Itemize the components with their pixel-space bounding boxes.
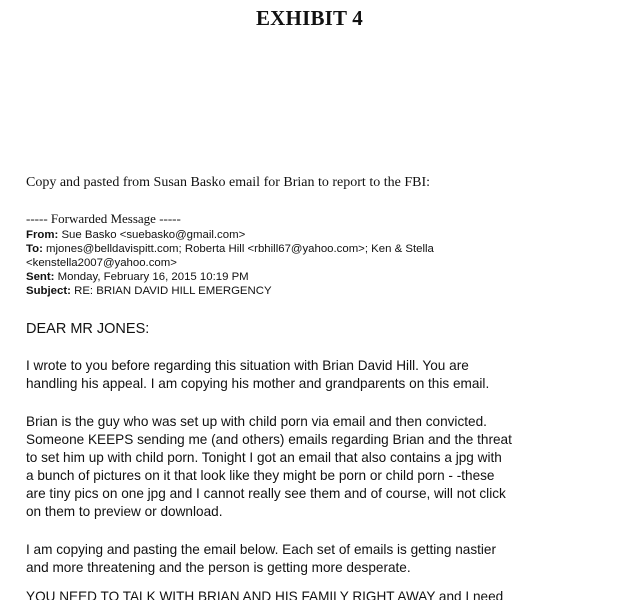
paragraph-line: I wrote to you before regarding this situation with Brian David Hill. You are: [26, 358, 469, 373]
paragraph-line: YOU NEED TO TALK WITH BRIAN AND HIS FAMILY RIGHT AWAY and I need: [26, 589, 504, 600]
paragraph-line: to set him up with child porn. Tonight I got an email that also contains a jpg with: [26, 450, 502, 465]
subject-row: [26, 284, 434, 298]
to-row-continued: [26, 256, 434, 270]
paragraph-line: and more threatening and the person is getting more desperate.: [26, 560, 411, 575]
sent-value: Monday, February 16, 2015 10:19 PM: [54, 271, 249, 283]
to-row: [26, 242, 434, 256]
paragraph-1: [26, 357, 489, 393]
to-value-line1: mjones@belldavispitt.com; Roberta Hill <rbhill67@yahoo.com>; Ken & Stella: [42, 243, 434, 255]
sent-label: Sent:: [26, 271, 55, 283]
to-value-line2: <kenstella2007@yahoo.com>: [26, 257, 177, 269]
paragraph-line: handling his appeal. I am copying his mother and grandparents on this email.: [26, 376, 490, 391]
paragraph-line: are tiny pics on one jpg and I cannot really see them and of course, will not click: [26, 486, 506, 501]
subject-label: Subject:: [26, 285, 71, 297]
paragraph-line: Brian is the guy who was set up with child porn via email and then convicted.: [26, 414, 487, 429]
to-label: To:: [26, 243, 43, 255]
from-label: From:: [26, 229, 59, 241]
subject-value: RE: BRIAN DAVID HILL EMERGENCY: [70, 285, 272, 297]
forwarded-message-label: ----- Forwarded Message -----: [26, 211, 181, 226]
salutation: DEAR MR JONES:: [26, 321, 150, 337]
from-value: Sue Basko <suebasko@gmail.com>: [58, 229, 246, 241]
paragraph-line: a bunch of pictures on it that look like they might be porn or child porn - -these: [26, 468, 495, 483]
paragraph-3: [26, 541, 496, 577]
exhibit-title: EXHIBIT 4: [255, 6, 364, 30]
paragraph-line: on them to preview or download.: [26, 504, 223, 519]
intro-line: Copy and pasted from Susan Basko email for Brian to report to the FBI:: [26, 175, 430, 190]
paragraph-2: [26, 413, 512, 521]
paragraph-line: Someone KEEPS sending me (and others) emails regarding Brian and the threat: [26, 432, 512, 447]
paragraph-line: I am copying and pasting the email below. Each set of emails is getting nastier: [26, 542, 496, 557]
paragraph-4: [26, 588, 503, 600]
from-row: [26, 228, 434, 242]
sent-row: [26, 270, 434, 284]
email-header: [26, 228, 434, 298]
